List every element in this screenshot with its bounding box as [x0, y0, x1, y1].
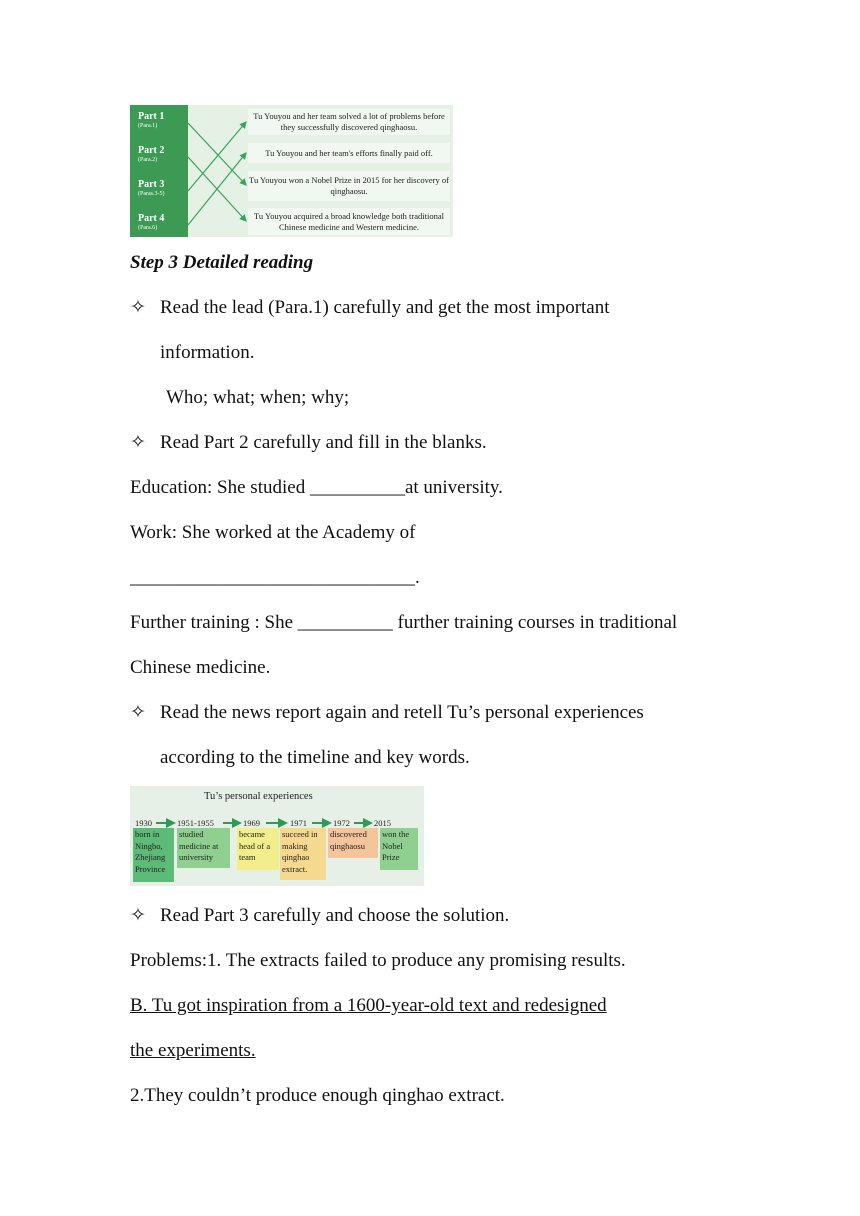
- part-label-2: Part 2 (Para.2): [138, 145, 165, 163]
- training-line2: Chinese medicine.: [130, 657, 271, 678]
- matching-arrows: [130, 105, 453, 237]
- year-label: 1951-1955: [177, 818, 214, 828]
- timeline-event: born in Ningbo, Zhejiang Province: [133, 828, 174, 882]
- year-label: 1969: [243, 818, 260, 828]
- arrow-part4: [188, 153, 246, 225]
- year-label: 1971: [290, 818, 307, 828]
- problem1-line: Problems:1. The extracts failed to produce any promising results.: [130, 950, 626, 971]
- timeline-title: Tu’s personal experiences: [204, 791, 313, 802]
- description-box-1: Tu Youyou and her team solved a lot of problems before they successfully discovered qinghaosu.: [248, 109, 450, 135]
- timeline-figure: [130, 786, 424, 886]
- work-line: Work: She worked at the Academy of: [130, 522, 416, 543]
- training-line1: Further training : She __________ further training courses in traditional: [130, 612, 678, 633]
- step-title: Step 3 Detailed reading: [130, 252, 314, 273]
- description-box-3: Tu Youyou won a Nobel Prize in 2015 for her discovery of qinghaosu.: [248, 171, 450, 201]
- item4-instruction: Read Part 3 carefully and choose the solution.: [160, 905, 510, 926]
- timeline-event: discovered qinghaosu: [328, 828, 378, 858]
- problem2-line: 2.They couldn’t produce enough qinghao extract.: [130, 1085, 505, 1106]
- part-label-3: Part 3 (Paras.3-5): [138, 179, 165, 197]
- bullet-icon: ✧: [130, 905, 146, 926]
- bullet-icon: ✧: [130, 702, 146, 723]
- timeline-event: succeed in making qinghao extract.: [280, 828, 326, 880]
- item3-line1: Read the news report again and retell Tu’s personal experiences: [160, 702, 644, 723]
- solution-line2: the experiments.: [130, 1040, 256, 1061]
- bullet-icon: ✧: [130, 297, 146, 318]
- timeline-event: won the Nobel Prize: [380, 828, 418, 870]
- year-label: 1972: [333, 818, 350, 828]
- bullet-icon: ✧: [130, 432, 146, 453]
- timeline-event: became head of a team: [237, 828, 279, 870]
- education-line: Education: She studied __________at university.: [130, 477, 503, 498]
- description-box-4: Tu Youyou acquired a broad knowledge both traditional Chinese medicine and Western medicine.: [248, 208, 450, 235]
- work-blank-line: ______________________________.: [130, 567, 420, 588]
- item1-line1: Read the lead (Para.1) carefully and get the most important: [160, 297, 610, 318]
- item2-instruction: Read Part 2 carefully and fill in the blanks.: [160, 432, 487, 453]
- description-box-2: Tu Youyou and her team's efforts finally paid off.: [248, 143, 450, 163]
- item3-line2: according to the timeline and key words.: [160, 747, 470, 768]
- part-label-1: Part 1 (Para.1): [138, 111, 165, 129]
- item1-line3: Who; what; when; why;: [166, 387, 350, 408]
- structure-matching-figure: [130, 105, 453, 237]
- solution-line1: B. Tu got inspiration from a 1600-year-old text and redesigned: [130, 995, 607, 1016]
- year-label: 2015: [374, 818, 391, 828]
- part-label-4: Part 4 (Para.6): [138, 213, 165, 231]
- timeline-event: studied medicine at university: [177, 828, 230, 868]
- item1-line2: information.: [160, 342, 255, 363]
- year-label: 1930: [135, 818, 152, 828]
